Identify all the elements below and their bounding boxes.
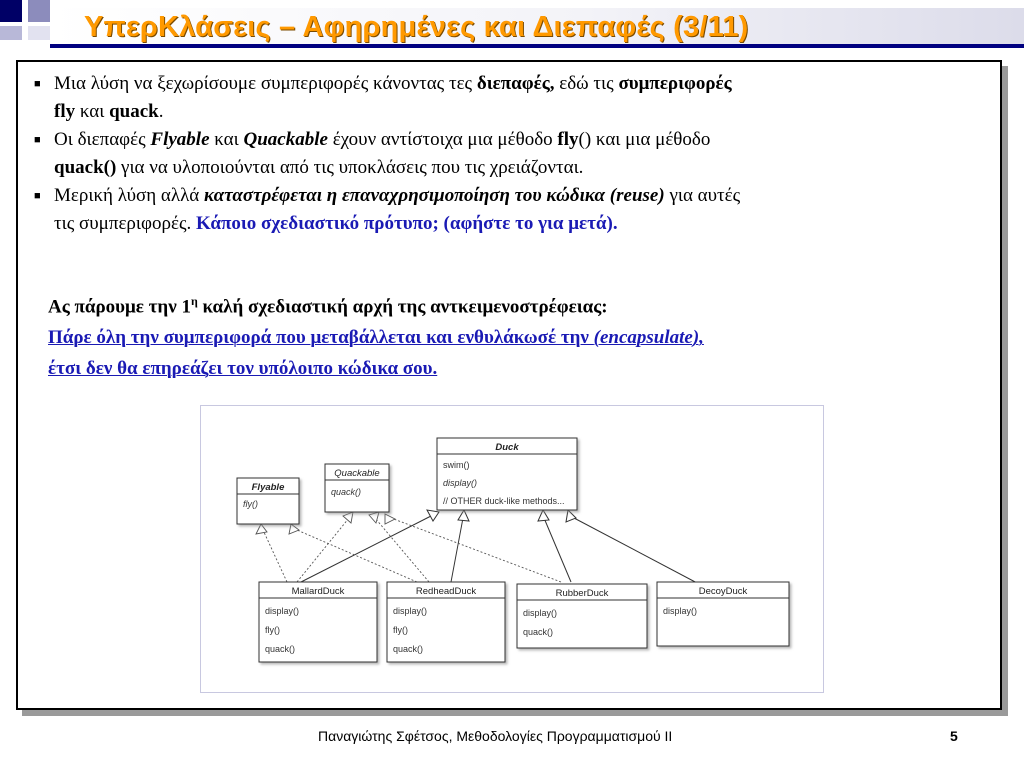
redheadduck-method: display()	[393, 606, 428, 616]
decor-square	[28, 26, 50, 40]
rubberduck-method: quack()	[523, 627, 554, 637]
quackable-name: Quackable	[334, 468, 380, 479]
uml-class-diagram	[200, 405, 824, 693]
mallardduck-method: display()	[265, 606, 300, 616]
decor-square	[0, 26, 22, 40]
mallardduck-method: fly()	[265, 625, 280, 635]
redheadduck-name: RedheadDuck	[415, 586, 477, 597]
decor-square	[28, 0, 50, 22]
realization-lines	[263, 518, 561, 582]
redheadduck-method: fly()	[393, 625, 408, 635]
flyable-name: Flyable	[251, 482, 285, 493]
principle-heading: Ας πάρουμε την $1^\eta$ καλή σχεδιαστική αρχή της αντκειμενοστρέφειας:	[48, 294, 608, 318]
flyable-method: fly()	[243, 499, 258, 509]
decor-square	[0, 0, 22, 22]
design-principle	[48, 286, 988, 384]
bullet-icon	[34, 70, 41, 98]
uml-svg	[201, 406, 823, 692]
bullet-icon	[34, 182, 41, 210]
slide-title: ΥπερΚλάσεις – Αφηρημένες και Διεπαφές (3/11)	[84, 11, 749, 43]
mallardduck-name: MallardDuck	[291, 586, 345, 597]
inheritance-arrowheads	[427, 510, 576, 522]
bullet-item: ■ Μερική λύση αλλά καταστρέφεται η επαναχρησιμοποίηση του κώδικα (reuse) για αυτές τις συμπεριφορές. Κάποιο σχεδιαστικό πρότυπο; (αφήστε το για μετά).	[34, 182, 989, 238]
bullet-item: ■ Οι διεπαφές Flyable και Quackable έχουν αντίστοιχα μια μέθοδο fly() και μια μέθοδο quack() για να υλοποιούνται από τις υποκλάσεις που τις χρειάζονται.	[34, 126, 989, 182]
rubberduck-name: RubberDuck	[555, 588, 609, 599]
redheadduck-method: quack()	[393, 644, 424, 654]
quackable-method: quack()	[331, 487, 362, 497]
decoyduck-name: DecoyDuck	[698, 586, 748, 597]
duck-method: // OTHER duck-like methods...	[443, 496, 565, 506]
duck-method: display()	[443, 478, 478, 488]
footer-author: Παναγιώτης Σφέτσος, Μεθοδολογίες Προγραμματισμού ΙΙ	[318, 728, 673, 744]
mallardduck-method: quack()	[265, 644, 296, 654]
rubberduck-method: display()	[523, 608, 558, 618]
bullet-list	[34, 70, 989, 238]
page-number: 5	[950, 728, 958, 744]
duck-method: swim()	[443, 460, 470, 470]
decoyduck-method: display()	[663, 606, 698, 616]
bullet-icon	[34, 126, 41, 154]
inheritance-lines	[301, 516, 699, 584]
principle-line: Πάρε όλη την συμπεριφορά που μεταβάλλεται και ενθυλάκωσέ την (encapsulate),	[48, 327, 704, 349]
title-underline	[50, 44, 1024, 48]
bullet-item: ■ Μια λύση να ξεχωρίσουμε συμπεριφορές κάνοντας τες διεπαφές, εδώ τις συμπεριφορές fly και quack.	[34, 70, 989, 126]
duck-name: Duck	[495, 442, 519, 453]
principle-line: έτσι δεν θα επηρεάζει τον υπόλοιπο κώδικα σου.	[48, 358, 438, 380]
